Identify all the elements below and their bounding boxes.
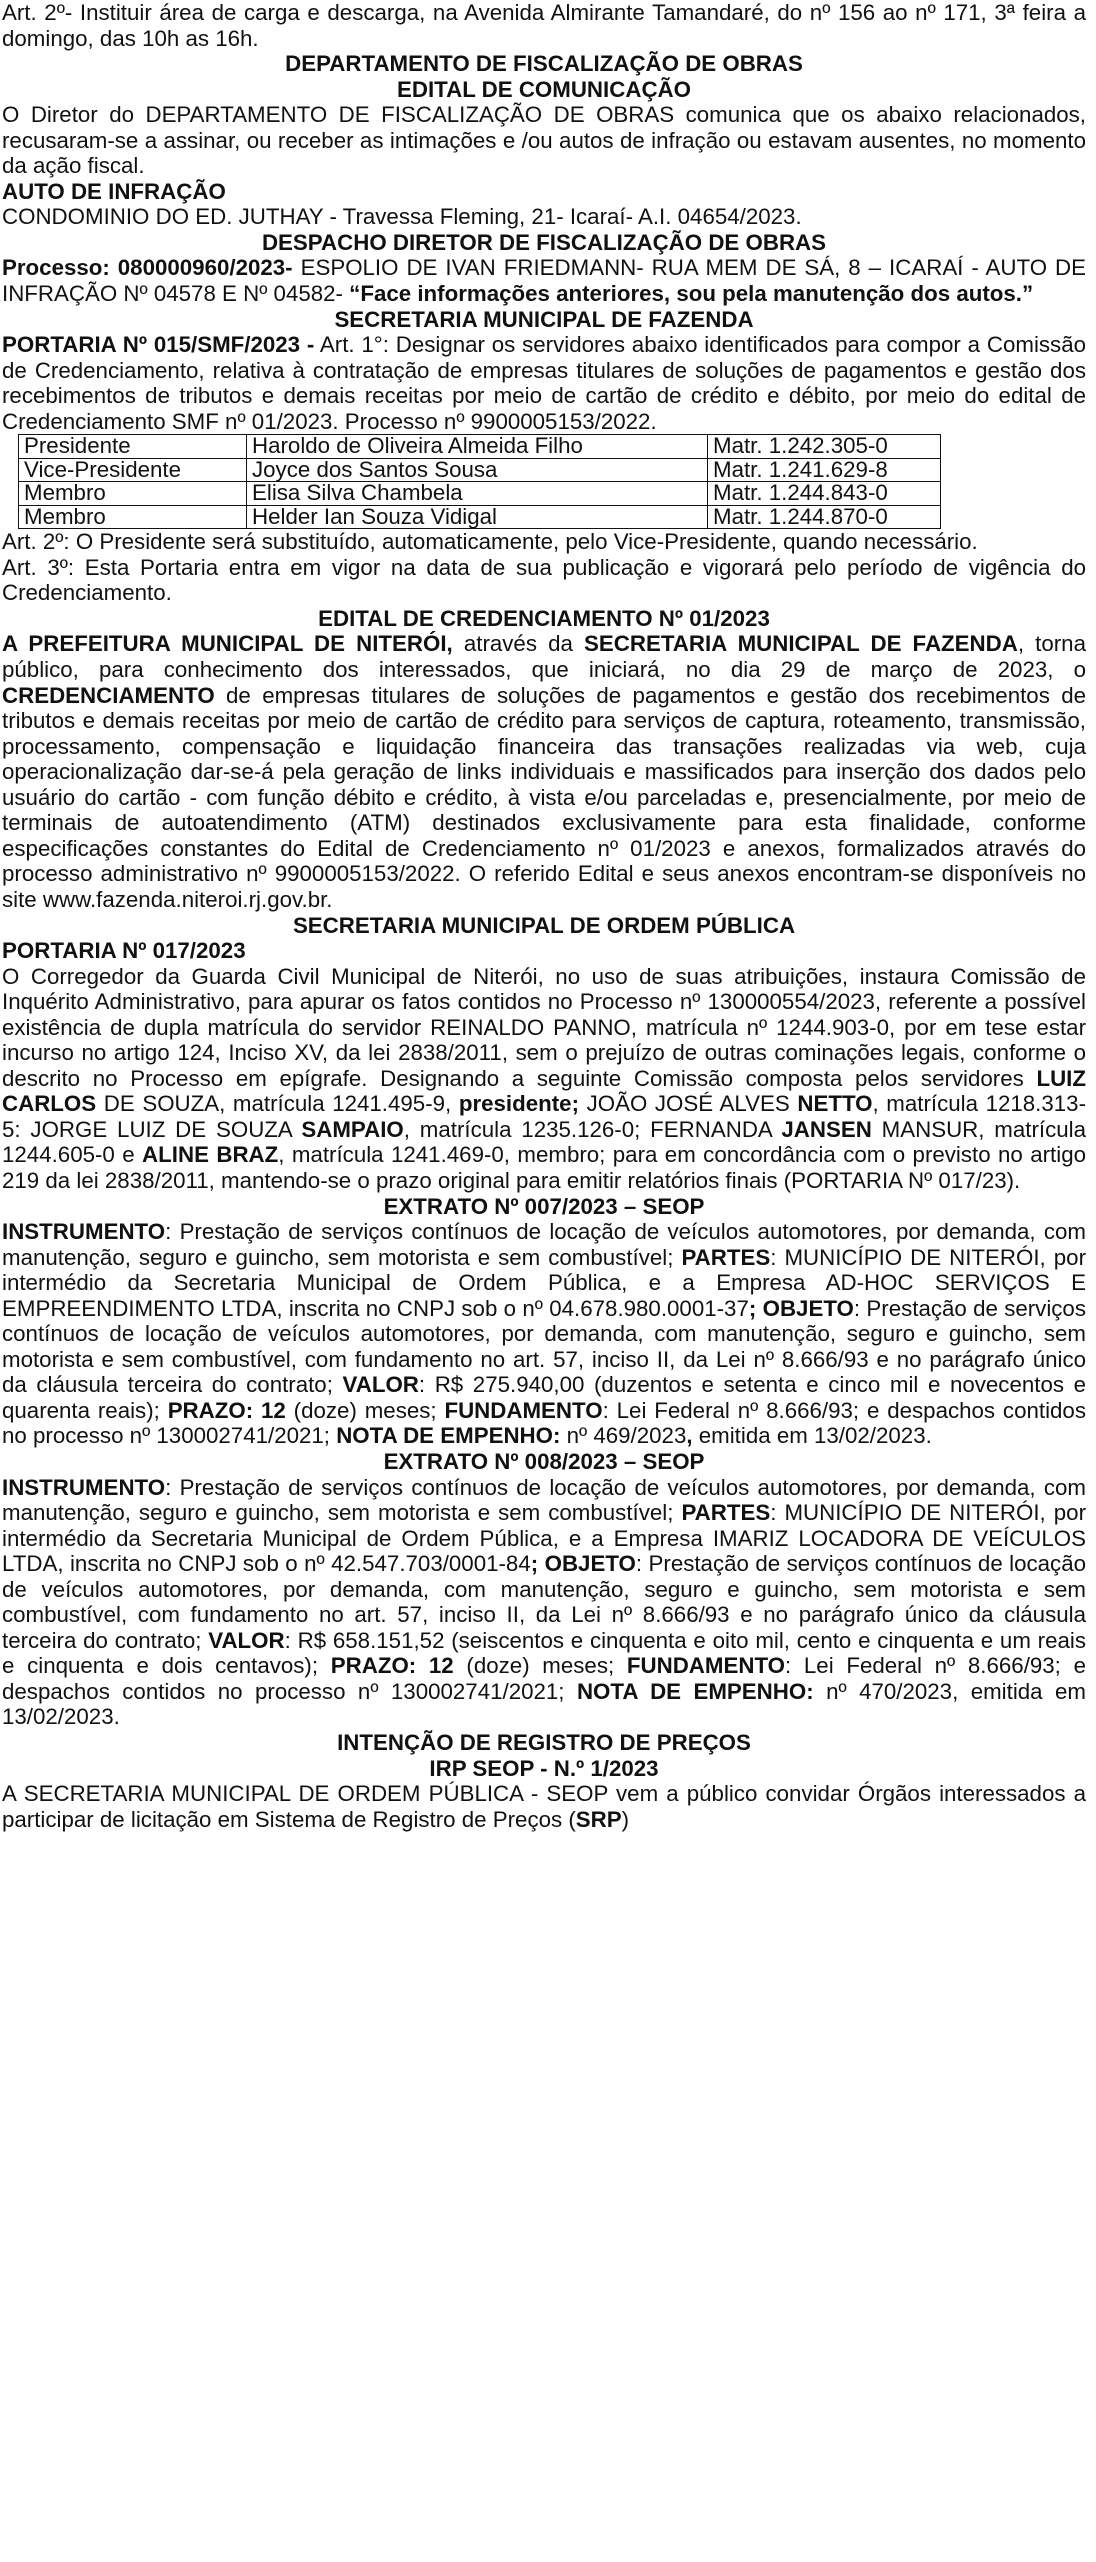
text-span: nº 469/2023 (560, 1423, 687, 1449)
text-span: , matrícula 1235.126-0; FERNANDA (403, 1116, 782, 1142)
heading-auto-infracao: AUTO DE INFRAÇÃO (2, 178, 226, 204)
label-prazo: PRAZO: 12 (167, 1397, 286, 1423)
paragraph-diretor-comunica: O Diretor do DEPARTAMENTO DE FISCALIZAÇÃO DE OBRAS comunica que os abaixo relacionados, recusaram-se a assinar, ou receber as intimações e /ou autos de infração ou estavam ausentes, no momento da ação fiscal. (2, 102, 1086, 179)
text-span: , matrícula 1218.313-5: JORGE LUIZ DE SOUZA (2, 1091, 1086, 1142)
member-role: Membro (19, 505, 247, 529)
paragraph-portaria-015 (2, 332, 1086, 434)
label-nota-empenho: NOTA DE EMPENHO: (336, 1423, 561, 1449)
bold-name: NETTO (797, 1091, 873, 1117)
text-span: DE SOUZA, matrícula 1241.495-9, (96, 1091, 459, 1117)
text-span: nº 470/2023, emitida em 13/02/2023. (2, 1678, 1086, 1730)
bold-name: LUIZ CARLOS (2, 1065, 1086, 1117)
table-row (19, 458, 941, 482)
text-span: MANSUR, matrícula 1244.605-0 e (2, 1116, 1086, 1168)
label-fundamento: FUNDAMENTO (626, 1653, 786, 1679)
label-valor: VALOR (208, 1627, 285, 1653)
member-matr: Matr. 1.244.843-0 (708, 482, 941, 506)
bold-name: ALINE BRAZ (142, 1142, 279, 1168)
member-name: Helder Ian Souza Vidigal (247, 505, 708, 529)
paragraph-extrato-007 (2, 1219, 1086, 1449)
heading-intencao-registro-precos: INTENÇÃO DE REGISTRO DE PREÇOS (337, 1730, 751, 1755)
text-span: : Prestação de serviços contínuos de locação de veículos automotores, por demanda, com manutenção, seguro e guincho, sem motorista e sem combustível, com fundamento no art. 57, inciso II, da Lei nº 8.666/93 e no parágrafo único da cláusula terceira do contrato; (2, 1551, 1087, 1653)
text-span: : Lei Federal nº 8.666/93; e despachos contidos no processo nº 130002741/2021; (2, 1397, 1086, 1449)
table-row (19, 505, 941, 529)
text-span: : Lei Federal nº 8.666/93; e despachos contidos no processo nº 130002741/2021; (2, 1653, 1086, 1704)
paragraph-extrato-008 (2, 1475, 1086, 1730)
text-span: , matrícula 1241.469-0, membro; para em concordância com o previsto no artigo 219 da lei 2838/2011, mantendo-se o prazo original para emitir relatórios finais (PORTARIA Nº 017/23). (2, 1142, 1087, 1193)
member-role: Presidente (19, 435, 247, 459)
text-span: , torna público, para conhecimento dos interessados, que iniciará, no dia 29 de março de 2023, o (2, 631, 1086, 683)
label-nota-empenho: NOTA DE EMPENHO: (576, 1678, 814, 1704)
label-instrumento: INSTRUMENTO (2, 1219, 166, 1245)
heading-edital-credenciamento: EDITAL DE CREDENCIAMENTO Nº 01/2023 (318, 605, 770, 631)
text-span: : MUNICÍPIO DE NITERÓI, por intermédio da Secretaria Municipal de Ordem Pública, e a Empresa IMARIZ LOCADORA DE VEÍCULOS LTDA, inscrita no CNPJ sob o nº 42.547.703/0001-84 (2, 1500, 1086, 1577)
paragraph-art2-carga-descarga: Art. 2º- Instituir área de carga e descarga, na Avenida Almirante Tamandaré, do nº 156 ao nº 171, 3ª feira a domingo, das 10h as 16h. (2, 0, 1086, 51)
member-role: Vice-Presidente (19, 458, 247, 482)
heading-despacho-diretor: DESPACHO DIRETOR DE FISCALIZAÇÃO DE OBRAS (261, 229, 827, 255)
label-objeto: ; OBJETO (748, 1295, 854, 1321)
text-span: (doze) meses; (453, 1653, 627, 1679)
text-span: ) (621, 1806, 630, 1832)
portaria-015-text: Art. 1°: Designar os servidores abaixo identificados para compor a Comissão de Credenciamento, relativa à contratação de empresas titulares de soluções de pagamentos e gestão dos recebimentos de tributos e demais receitas por meio de cartão de crédito e débito, por meio do edital de Credenciamento SMF nº 01/2023. Processo nº 9900005153/2022. (2, 332, 1087, 434)
label-fundamento: FUNDAMENTO (444, 1397, 603, 1423)
text-span: O Corregedor da Guarda Civil Municipal de Niterói, no uso de suas atribuições, instaura Comissão de Inquérito Administrativo, para apurar os fatos contidos no Processo nº 130000554/2023, referente a possível existência de dupla matrícula do servidor REINALDO PANNO, matrícula nº 1244.903-0, por em tese estar incurso no artigo 124, Inciso XV, da lei 2838/2011, sem o prejuízo de outras cominações legais, conforme o descrito no Processo em epígrafe. Designando a seguinte Comissão composta pelos servidores (2, 963, 1086, 1091)
portaria-015-label: PORTARIA Nº 015/SMF/2023 - (2, 332, 315, 358)
text-span: A SECRETARIA MUNICIPAL DE ORDEM PÚBLICA - SEOP vem a público convidar Órgãos interessados a participar de licitação em Sistema de Registro de Preços ( (2, 1781, 1086, 1832)
bold-comma: , (686, 1423, 693, 1449)
processo-label: Processo: 080000960/2023- (2, 255, 293, 281)
bold-credenciamento: CREDENCIAMENTO (2, 682, 215, 708)
label-partes: PARTES (681, 1500, 771, 1526)
member-matr: Matr. 1.244.870-0 (708, 505, 941, 529)
label-prazo: PRAZO: 12 (330, 1653, 454, 1679)
label-valor: VALOR (342, 1372, 419, 1398)
text-span: : R$ 658.151,52 (seiscentos e cinquenta e oito mil, cento e cinquenta e um reais e cinquenta e dois centavos); (2, 1627, 1086, 1679)
paragraph-art3-vigencia: Art. 3º: Esta Portaria entra em vigor na data de sua publicação e vigorará pelo período de vigência do Credenciamento. (2, 554, 1086, 606)
label-instrumento: INSTRUMENTO (2, 1474, 166, 1500)
member-matr: Matr. 1.241.629-8 (708, 458, 941, 482)
processo-despacho: “Face informações anteriores, sou pela manutenção dos autos.” (349, 281, 1034, 307)
heading-secretaria-fazenda: SECRETARIA MUNICIPAL DE FAZENDA (334, 306, 754, 332)
heading-extrato-008: EXTRATO Nº 008/2023 – SEOP (383, 1448, 705, 1474)
member-matr: Matr. 1.242.305-0 (708, 435, 941, 459)
processo-text: ESPOLIO DE IVAN FRIEDMANN- RUA MEM DE SÁ, 8 – ICARAÍ - AUTO DE INFRAÇÃO Nº 04578 E Nº 04582- (2, 255, 1086, 307)
heading-irp-seop: IRP SEOP - N.º 1/2023 (429, 1755, 659, 1781)
text-span: (doze) meses; (285, 1397, 445, 1423)
paragraph-art2-presidente: Art. 2º: O Presidente será substituído, automaticamente, pelo Vice-Presidente, quando necessário. (2, 529, 978, 555)
member-role: Membro (19, 482, 247, 506)
text-span: : Prestação de serviços contínuos de locação de veículos automotores, por demanda, com manutenção, seguro e guincho, sem motorista e sem combustível; (2, 1219, 1086, 1270)
bold-prefeitura: A PREFEITURA MUNICIPAL DE NITERÓI, (2, 631, 453, 657)
heading-portaria-017: PORTARIA Nº 017/2023 (2, 938, 246, 964)
label-partes: PARTES (681, 1244, 771, 1270)
heading-departamento-fiscalizacao: DEPARTAMENTO DE FISCALIZAÇÃO DE OBRAS (285, 51, 803, 77)
bold-name: SAMPAIO (301, 1116, 404, 1142)
member-name: Haroldo de Oliveira Almeida Filho (247, 435, 708, 459)
heading-secretaria-ordem-publica: SECRETARIA MUNICIPAL DE ORDEM PÚBLICA (292, 912, 796, 938)
text-span: : MUNICÍPIO DE NITERÓI, por intermédio da Secretaria Municipal de Ordem Pública, e a Empresa AD-HOC SERVIÇOS E EMPREENDIMENTO LTDA, inscrita no CNPJ sob o nº 04.678.980.0001-37 (2, 1244, 1086, 1321)
text-span: de empresas titulares de soluções de pagamentos e gestão dos recebimentos de tributos e demais receitas por meio de cartão de crédito para serviços de captura, roteamento, transmissão, processamento, compensação e liquidação financeira das transações realizadas via web, cuja operacionalização dar-se-á pela geração de links individuais e massificados para inserção dos dados pelo usuário do cartão - com função débito e crédito, à vista e/ou parceladas e, presencialmente, por meio de terminais de autoatendimento (ATM) destinados exclusivamente para esta finalidade, conforme especificações constantes do Edital de Credenciamento nº 01/2023 e anexos, formalizados através do processo administrativo nº 9900005153/2022. O referido Edital e seus anexos encontram-se disponíveis no site www.fazenda.niteroi.rj.gov.br. (2, 682, 1086, 912)
table-row (19, 435, 941, 459)
heading-edital-comunicacao: EDITAL DE COMUNICAÇÃO (397, 76, 691, 102)
heading-extrato-007: EXTRATO Nº 007/2023 – SEOP (383, 1193, 705, 1219)
bold-name: JANSEN (781, 1116, 872, 1142)
paragraph-irp (2, 1781, 1086, 1832)
text-span: : Prestação de serviços contínuos de locação de veículos automotores, por demanda, com manutenção, seguro e guincho, sem motorista e sem combustível, com fundamento no art. 57, inciso II, da Lei nº 8.666/93 e no parágrafo único da cláusula terceira do contrato; (2, 1295, 1086, 1398)
bold-presidente: presidente; (458, 1091, 580, 1117)
text-span: : R$ 275.940,00 (duzentos e setenta e cinco mil e novecentos e quarenta reais); (2, 1372, 1087, 1423)
table-row (19, 482, 941, 506)
text-span: através da (452, 631, 584, 657)
text-span: : Prestação de serviços contínuos de locação de veículos automotores, por demanda, com manutenção, seguro e guincho, sem motorista e sem combustível; (2, 1474, 1086, 1526)
label-objeto: ; OBJETO (530, 1551, 636, 1577)
paragraph-edital-credenciamento (2, 631, 1086, 912)
commission-members-table (18, 434, 941, 529)
member-name: Joyce dos Santos Sousa (247, 458, 708, 482)
paragraph-portaria-017 (2, 964, 1086, 1194)
bold-secretaria-fazenda: SECRETARIA MUNICIPAL DE FAZENDA (584, 631, 1018, 657)
text-span: JOÃO JOSÉ ALVES (579, 1091, 798, 1117)
bold-srp: SRP (575, 1806, 622, 1832)
paragraph-processo (2, 255, 1086, 306)
member-name: Elisa Silva Chambela (247, 482, 708, 506)
text-span: emitida em 13/02/2023. (692, 1423, 932, 1449)
paragraph-condominio: CONDOMINIO DO ED. JUTHAY - Travessa Fleming, 21- Icaraí- A.I. 04654/2023. (2, 204, 802, 230)
